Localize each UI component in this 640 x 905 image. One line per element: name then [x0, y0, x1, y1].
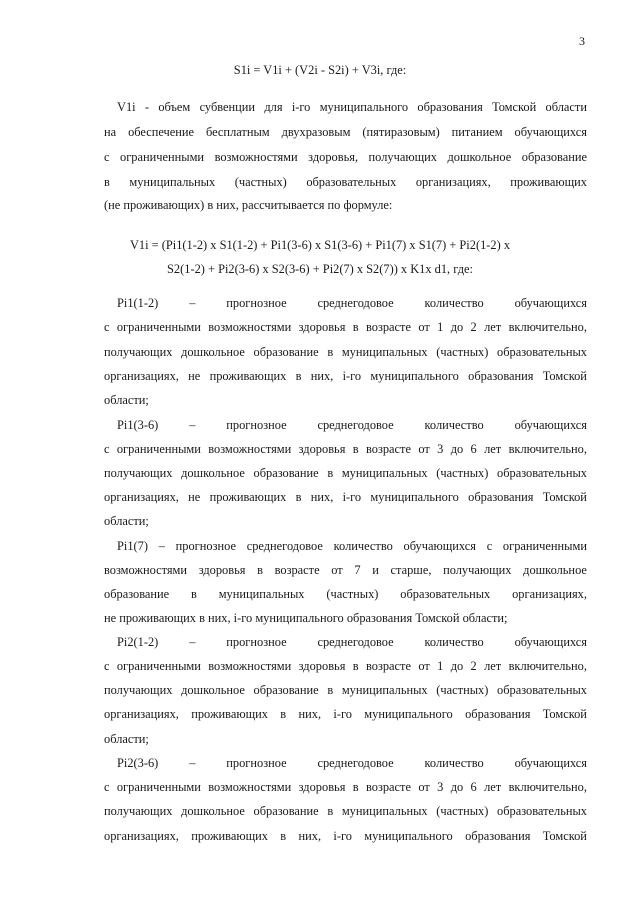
word: от: [418, 659, 430, 673]
word: обучающихся: [514, 418, 587, 432]
word: образования: [468, 490, 534, 504]
word: в: [352, 320, 359, 334]
word: ограниченными: [116, 442, 201, 456]
word: от: [418, 780, 430, 794]
formula-v1-line2: S2(1-2) + Pi2(3-6) x S2(3-6) + Pi2(7) x S2(7)) x K1x d1, где:: [167, 262, 473, 276]
word: i-го: [342, 490, 362, 504]
word: проживающих: [191, 707, 268, 721]
word: 3: [437, 780, 444, 794]
word: 2: [470, 659, 477, 673]
word: включительно,: [508, 659, 587, 673]
word: дошкольное: [523, 563, 587, 577]
word: с: [104, 780, 110, 794]
word: количество: [424, 635, 484, 649]
word: i-го: [291, 100, 311, 114]
word: образование: [253, 466, 319, 480]
word: Томской: [542, 490, 587, 504]
word: ограниченными: [120, 150, 205, 164]
page-number: 3: [579, 34, 585, 48]
text-line: [117, 100, 587, 115]
text-line: [117, 296, 587, 311]
word: обеспечение: [128, 125, 195, 139]
word: обучающихся: [514, 296, 587, 310]
word: них,: [310, 369, 334, 383]
text-line: [117, 539, 587, 554]
text-line: [117, 635, 587, 650]
text-line: [104, 587, 587, 602]
word: старше,: [390, 563, 432, 577]
word: образование: [253, 345, 319, 359]
word: –: [158, 539, 165, 553]
word: с: [104, 320, 110, 334]
word: образовательных: [306, 175, 397, 189]
word: образование: [253, 683, 319, 697]
word: возможностями: [208, 442, 292, 456]
word: возможностями: [208, 659, 292, 673]
word: до: [450, 320, 464, 334]
word: получающих: [104, 804, 173, 818]
word: для: [264, 100, 283, 114]
word: образовательных: [497, 683, 587, 697]
word: получающих: [443, 563, 512, 577]
text-line: [104, 611, 587, 626]
word: 1: [437, 659, 444, 673]
word: муниципального: [255, 611, 347, 625]
word: образовательных: [497, 466, 587, 480]
word: от: [331, 563, 343, 577]
word: них,: [298, 707, 322, 721]
word: количество: [424, 418, 484, 432]
word: образовательных: [400, 587, 491, 601]
word: с: [104, 442, 110, 456]
word: i-го: [233, 611, 256, 625]
word: Pi1(1-2): [117, 296, 159, 310]
word: с: [104, 659, 110, 673]
word: 6: [470, 442, 477, 456]
word: до: [450, 659, 464, 673]
word: получающих: [104, 466, 173, 480]
word: возрасте: [365, 659, 411, 673]
text-line: [104, 780, 587, 795]
word: муниципального: [370, 490, 459, 504]
text-line: [104, 829, 587, 844]
word: в: [199, 611, 209, 625]
word: здоровья: [298, 780, 346, 794]
word: обучающихся: [403, 539, 476, 553]
word: здоровья,: [308, 150, 359, 164]
word: (частных): [234, 175, 287, 189]
word: количество: [424, 296, 484, 310]
word: обучающихся: [514, 635, 587, 649]
word: ограниченными: [116, 659, 201, 673]
text-line: [104, 707, 587, 722]
text-line: [104, 320, 587, 335]
word: (частных): [436, 683, 489, 697]
word: в: [352, 442, 359, 456]
word: не: [188, 490, 201, 504]
word: и: [372, 563, 379, 577]
word: возможностями: [208, 320, 292, 334]
word: от: [418, 320, 430, 334]
word: в: [352, 659, 359, 673]
word: них,: [298, 829, 322, 843]
word: образования: [346, 611, 416, 625]
word: включительно,: [508, 320, 587, 334]
word: муниципального: [364, 829, 453, 843]
word: дошкольное: [181, 683, 245, 697]
word: лет: [484, 780, 502, 794]
text-line: [104, 175, 587, 190]
word: образования: [468, 369, 534, 383]
word: среднегодовое: [317, 418, 394, 432]
word: получающих: [104, 683, 173, 697]
text-line: [104, 804, 587, 819]
text-line: [104, 466, 587, 481]
word: образования: [417, 100, 483, 114]
word: здоровья: [298, 442, 346, 456]
word: области;: [104, 393, 149, 407]
word: до: [450, 780, 464, 794]
word: организациях,: [415, 175, 491, 189]
text-line: [104, 369, 587, 384]
word: возрасте: [365, 442, 411, 456]
text-line: [104, 345, 587, 360]
word: количество: [424, 756, 484, 770]
word: организациях,: [104, 707, 179, 721]
word: питанием: [451, 125, 503, 139]
word: -: [144, 100, 150, 114]
formula-v1-line1: V1i = (Pi1(1-2) x S1(1-2) + Pi1(3-6) x S1(3-6) + Pi1(7) x S1(7) + Pi2(1-2) x: [129, 238, 511, 252]
word: субвенции: [199, 100, 256, 114]
word: возможностями: [208, 780, 292, 794]
word: в: [104, 175, 110, 189]
word: V1i: [117, 100, 136, 114]
word: ограниченными: [502, 539, 587, 553]
word: в: [280, 829, 287, 843]
word: с: [486, 539, 493, 553]
word: в: [280, 707, 287, 721]
word: в: [327, 804, 334, 818]
word: области;: [104, 732, 149, 746]
word: среднегодовое: [246, 539, 323, 553]
word: лет: [484, 659, 502, 673]
word: в: [207, 198, 217, 212]
text-line: [104, 732, 587, 747]
word: рассчитывается: [241, 198, 328, 212]
word: от: [418, 442, 430, 456]
word: до: [450, 442, 464, 456]
word: муниципальных: [129, 175, 216, 189]
word: образование: [521, 150, 587, 164]
word: среднегодовое: [317, 635, 394, 649]
word: Pi2(1-2): [117, 635, 159, 649]
word: Томской: [415, 611, 463, 625]
word: –: [189, 418, 196, 432]
word: области;: [462, 611, 508, 625]
word: (частных): [436, 804, 489, 818]
word: них,: [216, 198, 242, 212]
word: муниципальных: [341, 466, 428, 480]
word: –: [189, 756, 196, 770]
word: (не: [104, 198, 124, 212]
word: муниципального: [370, 369, 459, 383]
word: дошкольное: [447, 150, 512, 164]
word: организациях,: [104, 829, 179, 843]
word: организациях,: [104, 490, 179, 504]
word: (частных): [326, 587, 379, 601]
word: муниципального: [319, 100, 409, 114]
word: возможностями: [104, 563, 188, 577]
word: (частных): [436, 466, 489, 480]
text-line: [104, 490, 587, 505]
word: здоровья: [198, 563, 246, 577]
word: (пятиразовым): [362, 125, 440, 139]
word: i-го: [342, 369, 362, 383]
word: в: [257, 563, 263, 577]
word: Томской: [542, 707, 587, 721]
word: муниципальных: [341, 345, 428, 359]
text-line: [104, 514, 587, 529]
word: среднегодовое: [317, 296, 394, 310]
word: прогнозное: [226, 635, 287, 649]
word: в: [327, 683, 334, 697]
word: дошкольное: [181, 804, 245, 818]
word: ограниченными: [116, 780, 201, 794]
word: них,: [310, 490, 334, 504]
word: муниципальных: [218, 587, 305, 601]
word: Томской: [542, 369, 587, 383]
word: здоровья: [298, 659, 346, 673]
word: проживающих: [510, 175, 587, 189]
word: прогнозное: [226, 418, 287, 432]
word: прогнозное: [175, 539, 236, 553]
word: прогнозное: [226, 756, 287, 770]
word: проживающих: [191, 829, 268, 843]
word: i-го: [333, 829, 352, 843]
word: Pi1(3-6): [117, 418, 159, 432]
word: возрасте: [365, 320, 411, 334]
word: прогнозное: [226, 296, 287, 310]
word: получающих: [104, 345, 173, 359]
word: ограниченными: [116, 320, 201, 334]
word: 6: [470, 780, 477, 794]
word: на: [104, 125, 117, 139]
word: Томской: [492, 100, 537, 114]
word: (частных): [436, 345, 489, 359]
word: образования: [465, 829, 531, 843]
word: области;: [104, 514, 149, 528]
word: проживающих): [123, 198, 208, 212]
word: получающих: [368, 150, 437, 164]
word: формуле:: [343, 198, 393, 212]
word: включительно,: [508, 780, 587, 794]
word: –: [189, 296, 196, 310]
word: проживающих: [209, 490, 287, 504]
word: Томской: [542, 829, 587, 843]
word: образования: [465, 707, 531, 721]
text-line: [104, 125, 587, 140]
word: 2: [470, 320, 477, 334]
word: количество: [333, 539, 393, 553]
word: дошкольное: [181, 466, 245, 480]
word: лет: [484, 442, 502, 456]
word: среднегодовое: [317, 756, 394, 770]
word: 3: [437, 442, 444, 456]
word: образовательных: [497, 804, 587, 818]
text-line: [104, 659, 587, 674]
word: в: [191, 587, 197, 601]
word: по: [327, 198, 344, 212]
word: 7: [354, 563, 361, 577]
word: –: [189, 635, 196, 649]
word: двухразовым: [281, 125, 351, 139]
text-line: [104, 198, 587, 213]
word: проживающих: [209, 369, 287, 383]
text-line: [104, 393, 587, 408]
word: Pi1(7): [117, 539, 148, 553]
word: образование: [104, 587, 170, 601]
word: i-го: [333, 707, 352, 721]
word: образовательных: [497, 345, 587, 359]
word: в: [327, 466, 334, 480]
word: муниципальных: [341, 683, 428, 697]
word: бесплатным: [205, 125, 270, 139]
formula-s1: S1i = V1i + (V2i - S2i) + V3i, где:: [233, 63, 407, 77]
word: муниципальных: [341, 804, 428, 818]
word: организациях,: [104, 369, 179, 383]
word: здоровья: [298, 320, 346, 334]
word: возрасте: [365, 780, 411, 794]
word: Pi2(3-6): [117, 756, 159, 770]
word: в: [352, 780, 359, 794]
word: 1: [437, 320, 444, 334]
word: них,: [208, 611, 234, 625]
text-line: [117, 418, 587, 433]
text-line: [117, 756, 587, 771]
word: с: [104, 150, 110, 164]
word: области: [545, 100, 587, 114]
word: возрасте: [274, 563, 320, 577]
text-line: [104, 150, 587, 165]
word: не: [188, 369, 201, 383]
word: возможностями: [214, 150, 298, 164]
word: объем: [158, 100, 191, 114]
word: лет: [484, 320, 502, 334]
word: муниципального: [364, 707, 453, 721]
word: проживающих: [119, 611, 200, 625]
word: организациях,: [512, 587, 587, 601]
word: образование: [253, 804, 319, 818]
text-line: [104, 442, 587, 457]
word: включительно,: [508, 442, 587, 456]
text-line: [104, 683, 587, 698]
word: обучающихся: [514, 125, 587, 139]
word: дошкольное: [181, 345, 245, 359]
word: в: [295, 490, 302, 504]
word: в: [295, 369, 302, 383]
word: не: [104, 611, 120, 625]
word: обучающихся: [514, 756, 587, 770]
word: в: [327, 345, 334, 359]
text-line: [104, 563, 587, 578]
